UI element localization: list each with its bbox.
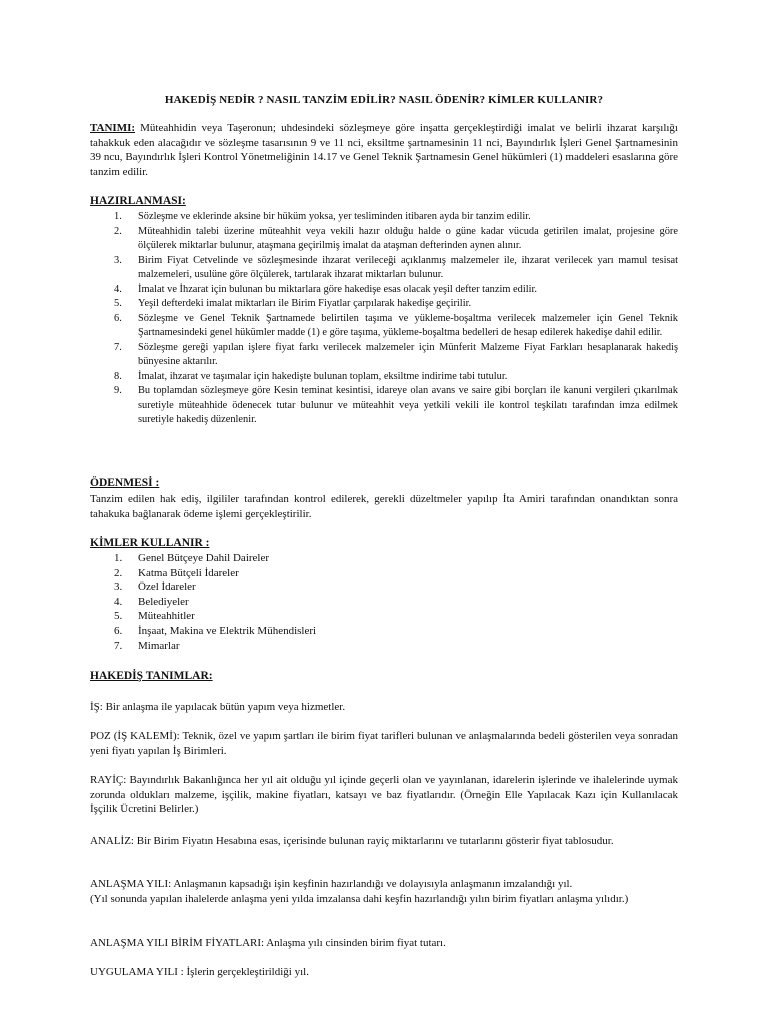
definition-rayic bbox=[90, 773, 678, 817]
document-title: HAKEDİŞ NEDİR ? NASIL TANZİM EDİLİR? NASIL ÖDENİR? KİMLER KULLANIR? bbox=[164, 94, 604, 106]
definition-text: Bayındırlık Bakanlığınca her yıl ait olduğu yıl içinde geçerli olan ve yayınlanan, idarelerin işlerinde ve ihalelerinde uymak zorunda oldukları malzeme, işçilik, makine fiyatları, katsayı ve baz fiyatlarıdır. (Örneğin Elle Yapılacak Kazı için Kullanılacak İşçilik Ücretini Belirler.) bbox=[90, 774, 678, 816]
definition-term: ANALİZ: bbox=[90, 835, 134, 847]
list-item bbox=[90, 580, 678, 595]
tanimi-label: TANIMI: bbox=[90, 122, 136, 134]
definition-text: Anlaşmanın kapsadığı işin keşfinin hazırlandığı ve dolayısıyla anlaşmanın imzalandığı yıl. bbox=[171, 878, 573, 890]
list-item-text: Müteahhidin talebi üzerine müteahhit veya vekili hazır olduğu halde o güne kadar vücuda getirilen imalat, projesine göre ölçülerek miktarlar bulunur, ataşmana geçirilmiş imalat da ataşman defterinden aynen alınır. bbox=[138, 225, 678, 251]
odenmesi-text: Tanzim edilen hak ediş, ilgililer tarafından kontrol edilerek, gerekli düzeltmeler yapılıp İta Amiri tarafından onandıktan sonra tahakuka bağlanarak ödeme işlemi gerçekleştirilir. bbox=[90, 493, 678, 520]
list-item bbox=[90, 609, 678, 624]
definition-is bbox=[90, 700, 678, 715]
list-item-number: 2. bbox=[114, 566, 123, 579]
list-item-number: 4. bbox=[114, 595, 123, 608]
list-item-text: Birim Fiyat Cetvelinde ve sözleşmesinde ihzarat verileceği açıklanmış malzemeler ile, ihzarat verilecek yarı mamul tesisat malzemeleri, usulüne göre ölçülerek, tartılarak ihzarat miktarları bulunur. bbox=[138, 254, 678, 280]
list-item-number: 7. bbox=[114, 639, 123, 652]
definition-term: ANLAŞMA YILI: bbox=[90, 878, 172, 890]
definition-term: ANLAŞMA YILI BİRİM FİYATLARI: bbox=[90, 937, 265, 949]
list-item-number: 3. bbox=[114, 254, 122, 266]
definition-uygulama-yili bbox=[90, 965, 678, 980]
list-item bbox=[90, 312, 678, 341]
list-item-number: 8. bbox=[114, 370, 122, 382]
kimler-list bbox=[90, 551, 678, 653]
definition-poz bbox=[90, 729, 678, 758]
list-item-number: 7. bbox=[114, 341, 122, 353]
list-item-text: Katma Bütçeli İdareler bbox=[138, 566, 239, 579]
odenmesi-heading: ÖDENMESİ : bbox=[90, 477, 160, 489]
list-item-text: Özel İdareler bbox=[138, 581, 196, 594]
list-item-number: 5. bbox=[114, 610, 123, 623]
list-item-number: 6. bbox=[114, 312, 122, 324]
list-item bbox=[90, 624, 678, 639]
list-item bbox=[90, 225, 678, 254]
list-item-text: Yeşil defterdeki imalat miktarları ile Birim Fiyatlar çarpılarak hakedişe geçirilir. bbox=[138, 298, 472, 309]
definition-text: : İşlerin gerçekleştirildiği yıl. bbox=[177, 966, 309, 978]
definition-text: Anlaşma yılı cinsinden birim fiyat tutarı. bbox=[264, 937, 446, 949]
list-item-text: Genel Bütçeye Dahil Daireler bbox=[138, 552, 270, 564]
definition-text: Bir anlaşma ile yapılacak bütün yapım veya hizmetler. bbox=[102, 701, 346, 713]
list-item bbox=[90, 551, 678, 566]
list-item-text: Bu toplamdan sözleşmeye göre Kesin teminat kesintisi, idareye olan avans ve saire gibi borçları ile kanuni vergileri çıkarılmak suretiyle müteahhide ödenecek tutar bulunur ve müteahhit veya yetkili vekili ile kontrol teşkilatı tarafından imza edilmek suretiyle hakediş düzenlenir. bbox=[138, 385, 678, 425]
list-item bbox=[90, 254, 678, 283]
definition-term: POZ (İŞ KALEMİ): bbox=[90, 730, 180, 742]
list-item-text: Sözleşme gereği yapılan işlere fiyat farkı verilecek malzemeler için Münferit Malzeme Fiyat Farkları hesaplanarak hakediş bünyesine aktarılır. bbox=[138, 341, 678, 367]
list-item-number: 1. bbox=[114, 552, 123, 564]
list-item-number: 1. bbox=[114, 211, 122, 222]
definition-note: (Yıl sonunda yapılan ihalelerde anlaşma yeni yılda imzalansa dahi keşfin hazırlandığı yılın birim fiyatları anlaşma yılıdır.) bbox=[90, 892, 629, 905]
tanimi-paragraph bbox=[90, 121, 678, 179]
kimler-heading: KİMLER KULLANIR : bbox=[90, 537, 210, 549]
definition-text: Bir Birim Fiyatın Hesabına esas, içerisinde bulunan rayiç miktarlarını ve tutarlarını gösterir fiyat tablosudur. bbox=[134, 835, 614, 847]
list-item-text: İmalat, ihzarat ve taşımalar için hakedişte bulunan toplam, eksiltme indirime tabi tutulur. bbox=[138, 370, 508, 382]
list-item bbox=[90, 595, 678, 610]
list-item-text: Müteahhitler bbox=[138, 610, 195, 623]
list-item bbox=[90, 370, 678, 385]
list-item bbox=[90, 283, 678, 298]
list-item bbox=[90, 297, 678, 312]
list-item-text: Sözleşme ve Genel Teknik Şartnamede belirtilen taşıma ve yükleme-boşaltma verilecek malzemeler için Genel Teknik Şartnamesindeki genel hükümler madde (1) e göre taşıma, yükleme-boşaltma bedelleri de hesap edilerek hakedişe dahil edilir. bbox=[138, 312, 678, 338]
definition-term: UYGULAMA YILI bbox=[90, 966, 178, 978]
list-item bbox=[90, 639, 678, 654]
definition-term: İŞ: bbox=[90, 701, 103, 713]
list-item-text: İnşaat, Makina ve Elektrik Mühendisleri bbox=[138, 624, 317, 637]
hazirlanmasi-heading: HAZIRLANMASI: bbox=[90, 195, 186, 207]
list-item-number: 4. bbox=[114, 283, 122, 295]
definition-anlasma-yili-birim-fiyatlari bbox=[90, 936, 678, 951]
list-item-text: İmalat ve İhzarat için bulunan bu miktarlara göre hakedişe esas olacak yeşil defter tanzim edilir. bbox=[138, 283, 538, 295]
definition-analiz bbox=[90, 834, 678, 849]
definition-anlasma-yili bbox=[90, 877, 678, 906]
list-item-text: Mimarlar bbox=[138, 639, 180, 652]
tanimlar-heading: HAKEDİŞ TANIMLAR: bbox=[90, 670, 213, 682]
list-item-number: 3. bbox=[114, 581, 123, 594]
list-item-text: Belediyeler bbox=[138, 595, 189, 608]
list-item bbox=[90, 341, 678, 370]
list-item bbox=[90, 210, 678, 225]
tanimi-text: Müteahhidin veya Taşeronun; uhdesindeki sözleşmeye göre inşatta gerçekleştirdiği imalat ve belirli ihzarat karşılığı tahakkuk eden alacağıdır ve sözleşme tasarısının 9 ve 11 nci, eksiltme şartnamesinin 11 nci, Bayındırlık İşleri Genel Şartnamesinin 39 ncu, Bayındırlık İşleri Kontrol Yönetmeliğinin 14.17 ve Genel Teknik Şartnamesin Genel hükümleri (1) maddeleri esaslarına göre tanzim edilir. bbox=[90, 122, 678, 178]
definition-term: RAYİÇ: bbox=[90, 774, 127, 786]
hazirlanmasi-list bbox=[90, 210, 678, 428]
definition-text: Teknik, özel ve yapım şartları ile birim fiyat tarifleri bulunan ve anlaşmalarında bedeli gösterilen veya sonradan yeni fiyatı yapılan İş Birimleri. bbox=[90, 730, 678, 757]
list-item bbox=[90, 384, 678, 428]
list-item bbox=[90, 566, 678, 581]
list-item-text: Sözleşme ve eklerinde aksine bir hüküm yoksa, yer tesliminden itibaren ayda bir tanzim edilir. bbox=[138, 211, 531, 222]
list-item-number: 9. bbox=[114, 385, 122, 396]
list-item-number: 6. bbox=[114, 624, 123, 637]
list-item-number: 2. bbox=[114, 225, 122, 237]
list-item-number: 5. bbox=[114, 298, 122, 309]
